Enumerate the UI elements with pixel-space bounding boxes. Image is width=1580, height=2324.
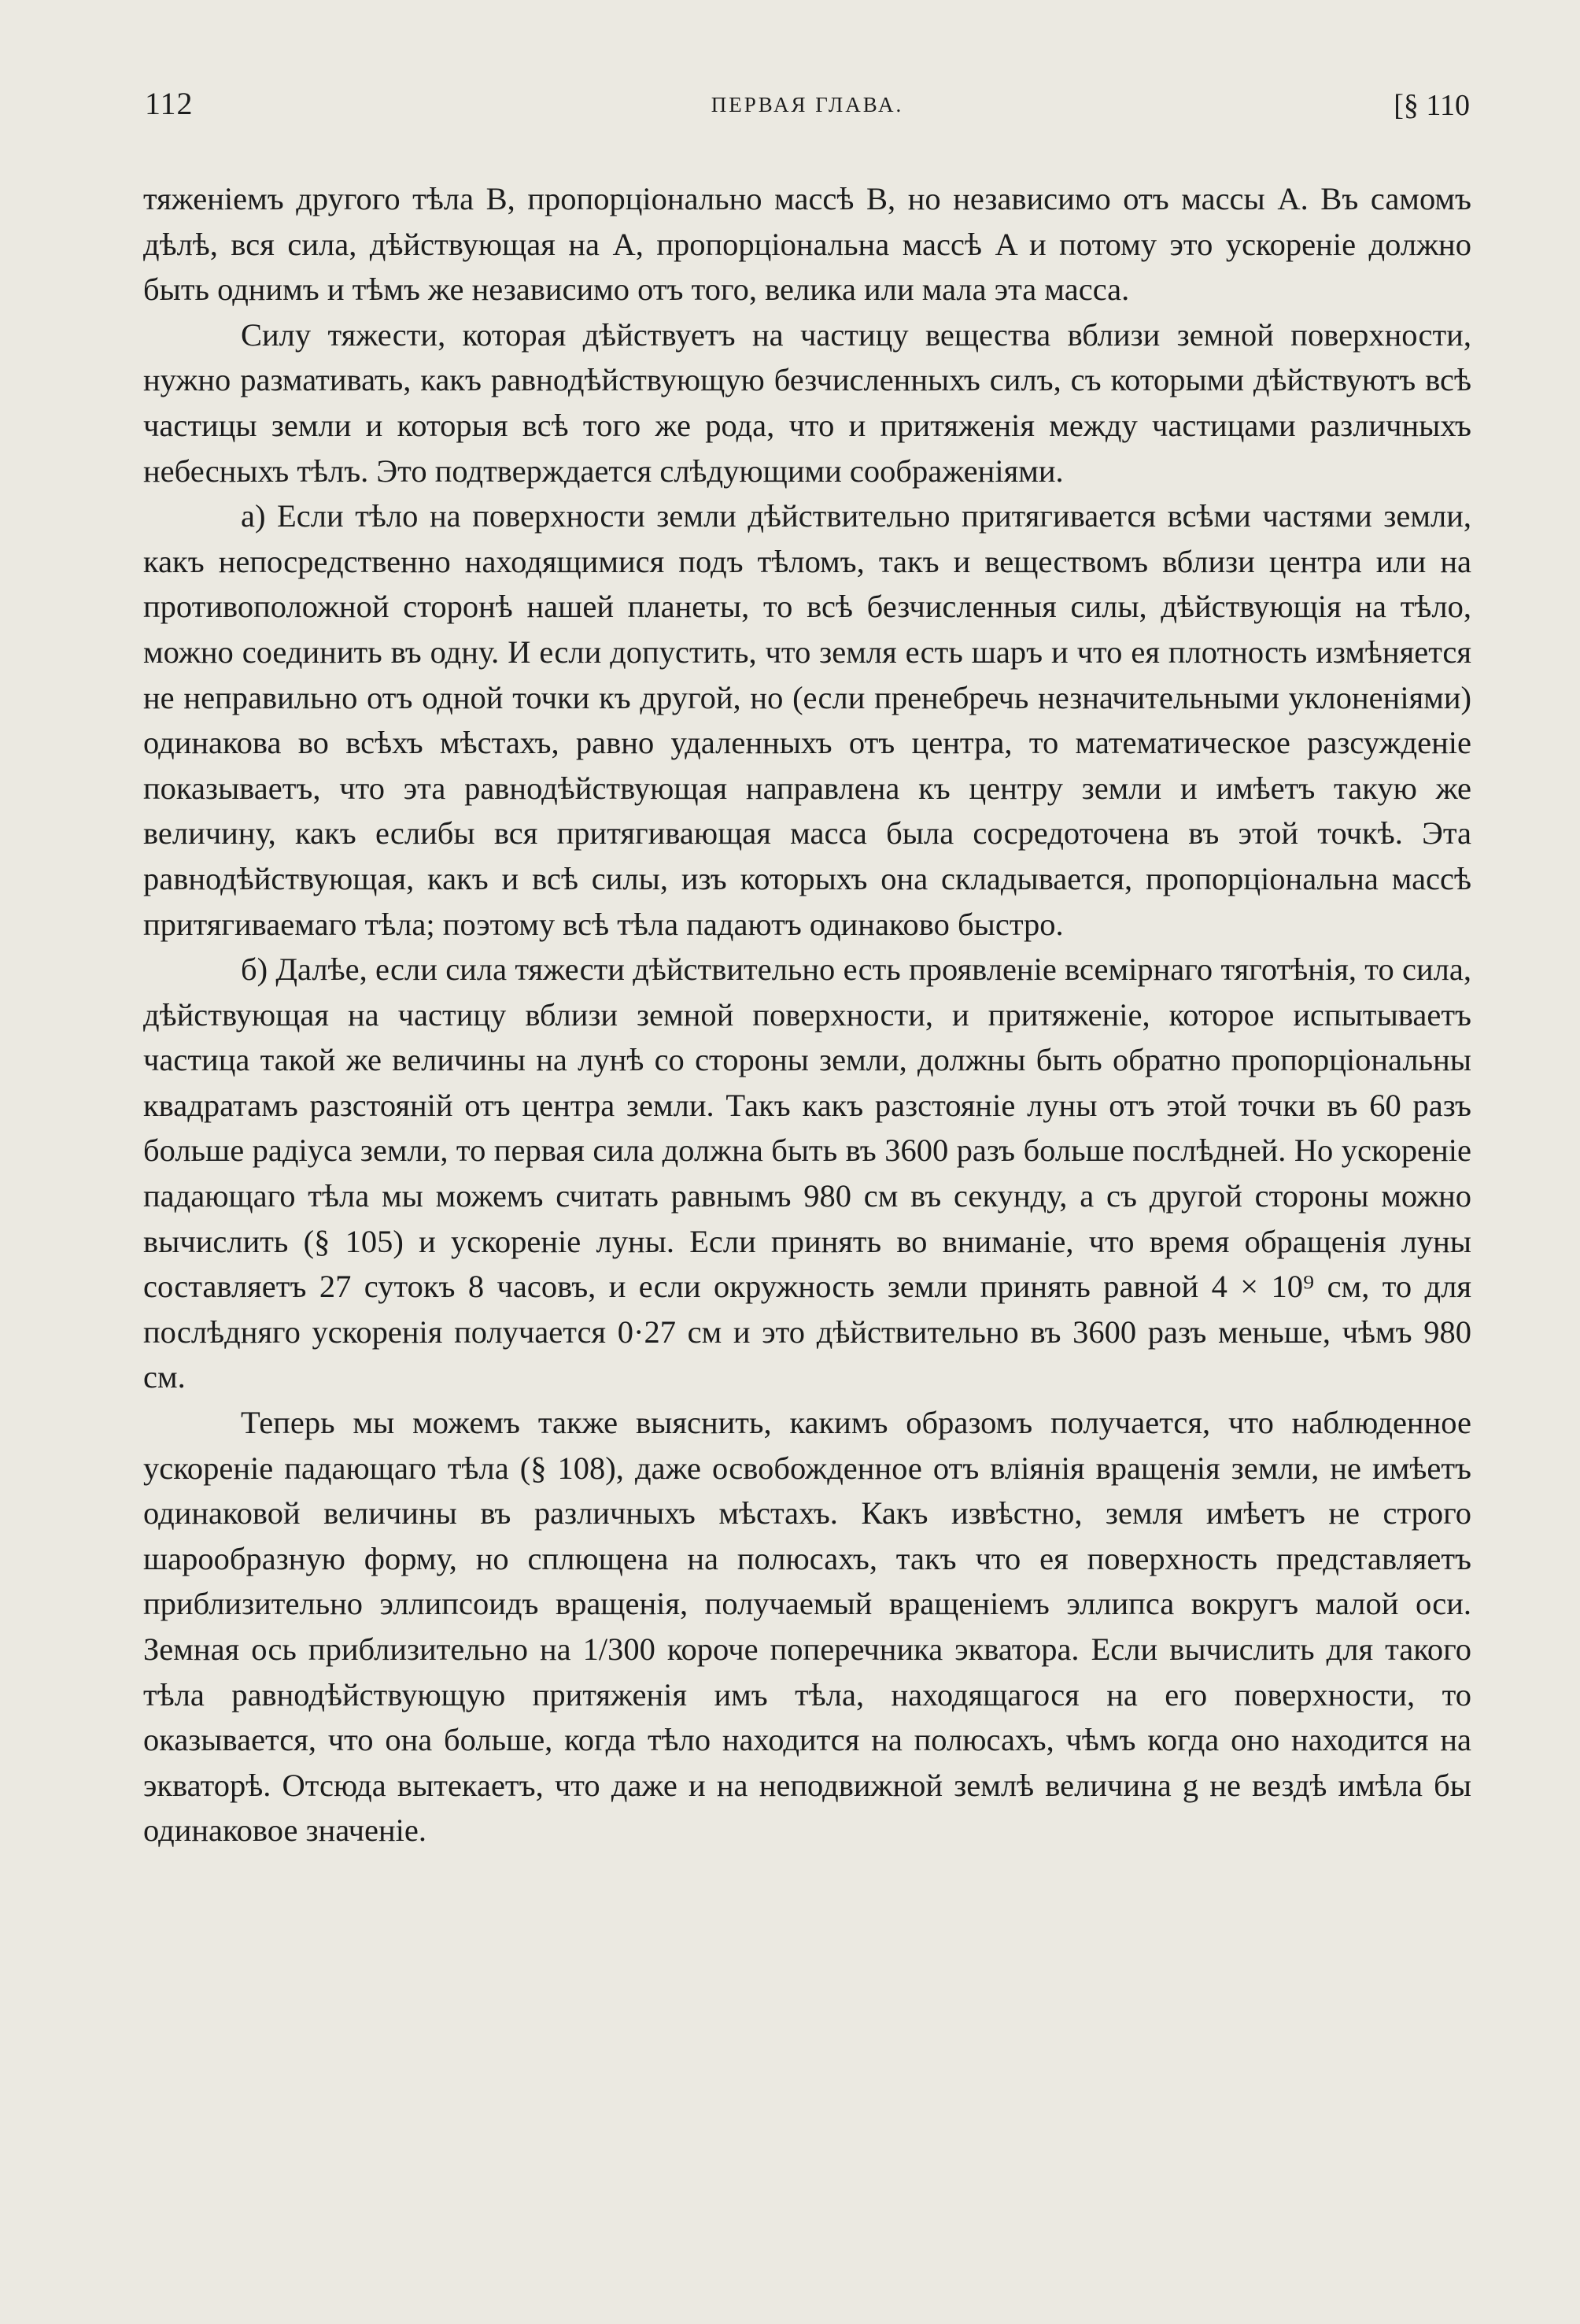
paragraph-gravity-force: Силу тяжести, которая дѣйствуетъ на частицу вещества вблизи земной поверхности, нужно размативать, какъ равнодѣйствующую безчисленныхъ силъ, съ которыми дѣйствуютъ всѣ частицы земли и которыя всѣ того же рода, что и притяженія между частицами различныхъ небесныхъ тѣлъ. Это подтверждается слѣдующими соображеніями. <box>143 316 1471 489</box>
paragraph-item-b: б) Далѣе, если сила тяжести дѣйствительно есть проявленіе всемірнаго тяготѣнія, то сила, дѣйствующая на частицу вблизи земной поверхности, и притяженіе, которое испытываетъ частица такой же величины на лунѣ со стороны земли, должны быть обратно пропорціональны квадратамъ разстояній отъ центра земли. Такъ какъ разстояніе луны отъ этой точки въ 60 разъ больше радіуса земли, то первая сила должна быть въ 3600 разъ больше послѣдней. Но ускореніе падающаго тѣла мы можемъ считать равнымъ 980 см въ секунду, а съ другой стороны можно вычислить (§ 105) и ускореніе луны. Если принять во вниманіе, что время обращенія луны составляетъ 27 сутокъ 8 часовъ, и если окружность земли принять равной 4 × 10⁹ см, то для послѣдняго ускоренія получается 0·27 см и это дѣйствительно въ 3600 разъ меньше, чѣмъ 980 см. <box>143 951 1471 1395</box>
section-reference: [§ 110 <box>1394 89 1470 122</box>
paragraph-item-a: а) Если тѣло на поверхности земли дѣйствительно притягивается всѣми частями земли, какъ непосредственно находящимися подъ тѣломъ, такъ и веществомъ вблизи центра или на противоположной сторонѣ нашей планеты, то всѣ безчисленныя силы, дѣйствующія на тѣло, можно соединить въ одну. И если допустить, что земля есть шаръ и что ея плотность измѣняется не неправильно отъ одной точки къ другой, но (если пренебречь незначительными уклоненіями) одинакова во всѣхъ мѣстахъ, равно удаленныхъ отъ центра, то математическое разсужденіе показываетъ, что эта равнодѣйствующая направлена къ центру земли и имѣетъ такую же величину, какъ еслибы вся притягивающая масса была сосредоточена въ этой точкѣ. Эта равнодѣйствующая, какъ и всѣ силы, изъ которыхъ она складывается, пропорціональна массѣ притягиваемаго тѣла; поэтому всѣ тѣла падаютъ одинаково быстро. <box>143 498 1471 942</box>
paragraph-continuation: тяженіемъ другого тѣла B, пропорціонально массѣ B, но независимо отъ массы A. Въ самомъ дѣлѣ, вся сила, дѣйствующая на A, пропорціональна массѣ A и потому это ускореніе должно быть однимъ и тѣмъ же независимо отъ того, велика или мала эта масса. <box>143 181 1471 308</box>
page-number: 112 <box>145 86 194 121</box>
body-text <box>143 176 1471 1853</box>
running-head: ПЕРВАЯ ГЛАВА. <box>711 93 904 116</box>
page-header <box>145 85 1470 132</box>
paragraph-earth-shape: Теперь мы можемъ также выяснить, какимъ образомъ получается, что наблюденное ускореніе падающаго тѣла (§ 108), даже освобожденное отъ вліянія вращенія земли, не имѣетъ одинаковой величины въ различныхъ мѣстахъ. Какъ извѣстно, земля имѣетъ не строго шарообразную форму, но сплющена на полюсахъ, такъ что ея поверхность представляетъ приблизительно эллипсоидъ вращенія, получаемый вращеніемъ эллипса вокругъ малой оси. Земная ось приблизительно на 1/300 короче поперечника экватора. Если вычислить для такого тѣла равнодѣйствующую притяженія имъ тѣла, находящагося на его поверхности, то оказывается, что она больше, когда тѣло находится на полюсахъ, чѣмъ когда оно находится на экваторѣ. Отсюда вытекаетъ, что даже и на неподвижной землѣ величина g не вездѣ имѣла бы одинаковое значеніе. <box>143 1405 1471 1849</box>
